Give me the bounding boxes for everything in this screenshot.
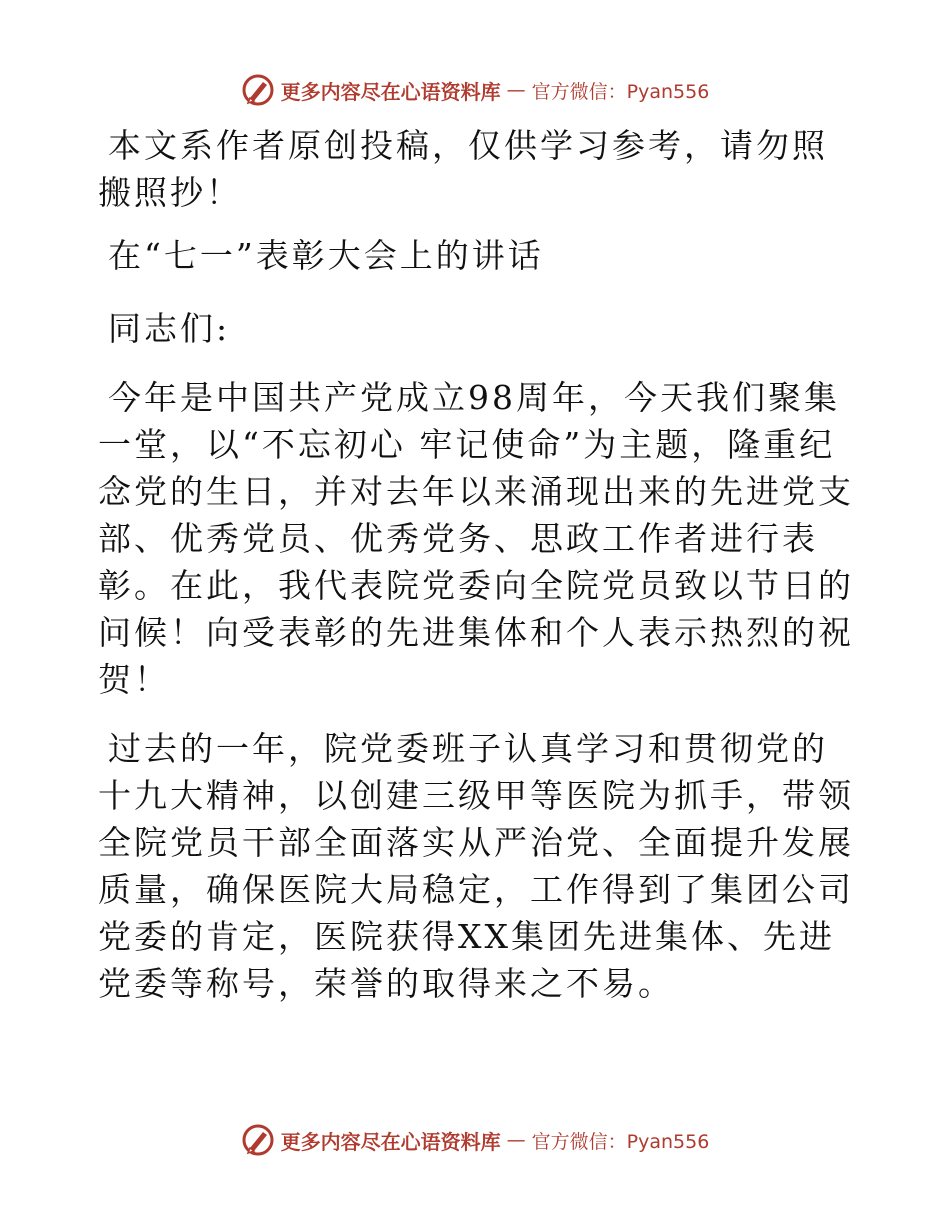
body-paragraph-2: 过去的一年，院党委班子认真学习和贯彻党的十九大精神，以创建三级甲等医院为抓手，带领全院党员干部全面落实从严治党、全面提升发展质量，确保医院大局稳定，工作得到了集团公司党委的肯定，医院获得XX集团先进集体、先进党委等称号，荣誉的取得来之不易。 xyxy=(98,729,854,1003)
banner-wechat: 官方微信：Pyan556 xyxy=(531,80,710,103)
footer-wechat: 官方微信：Pyan556 xyxy=(531,1130,710,1153)
body-paragraph-1: 今年是中国共产党成立98周年，今天我们聚集一堂，以“不忘初心 牢记使命”为主题，隆重纪念党的生日，并对去年以来涌现出来的先进党支部、优秀党员、优秀党务、思政工作者进行表彰。在此，我代表院党委向全院党员致以节日的问候！向受表彰的先进集体和个人表示热烈的祝贺！ xyxy=(98,378,854,699)
header-banner xyxy=(0,70,950,110)
pen-logo-icon xyxy=(241,73,275,107)
footer-separator: — xyxy=(506,1129,526,1151)
pen-logo-icon xyxy=(241,1123,275,1157)
footer-banner xyxy=(0,1120,950,1160)
salutation: 同志们: xyxy=(108,309,231,348)
disclaimer-paragraph: 本文系作者原创投稿，仅供学习参考，请勿照搬照抄！ xyxy=(98,126,828,212)
banner-separator: — xyxy=(506,79,526,101)
speech-title: 在“七一”表彰大会上的讲话 xyxy=(108,236,544,275)
banner-brand: 更多内容尽在心语资料库 xyxy=(280,79,501,104)
document-body xyxy=(98,122,858,1025)
footer-brand: 更多内容尽在心语资料库 xyxy=(280,1129,501,1154)
